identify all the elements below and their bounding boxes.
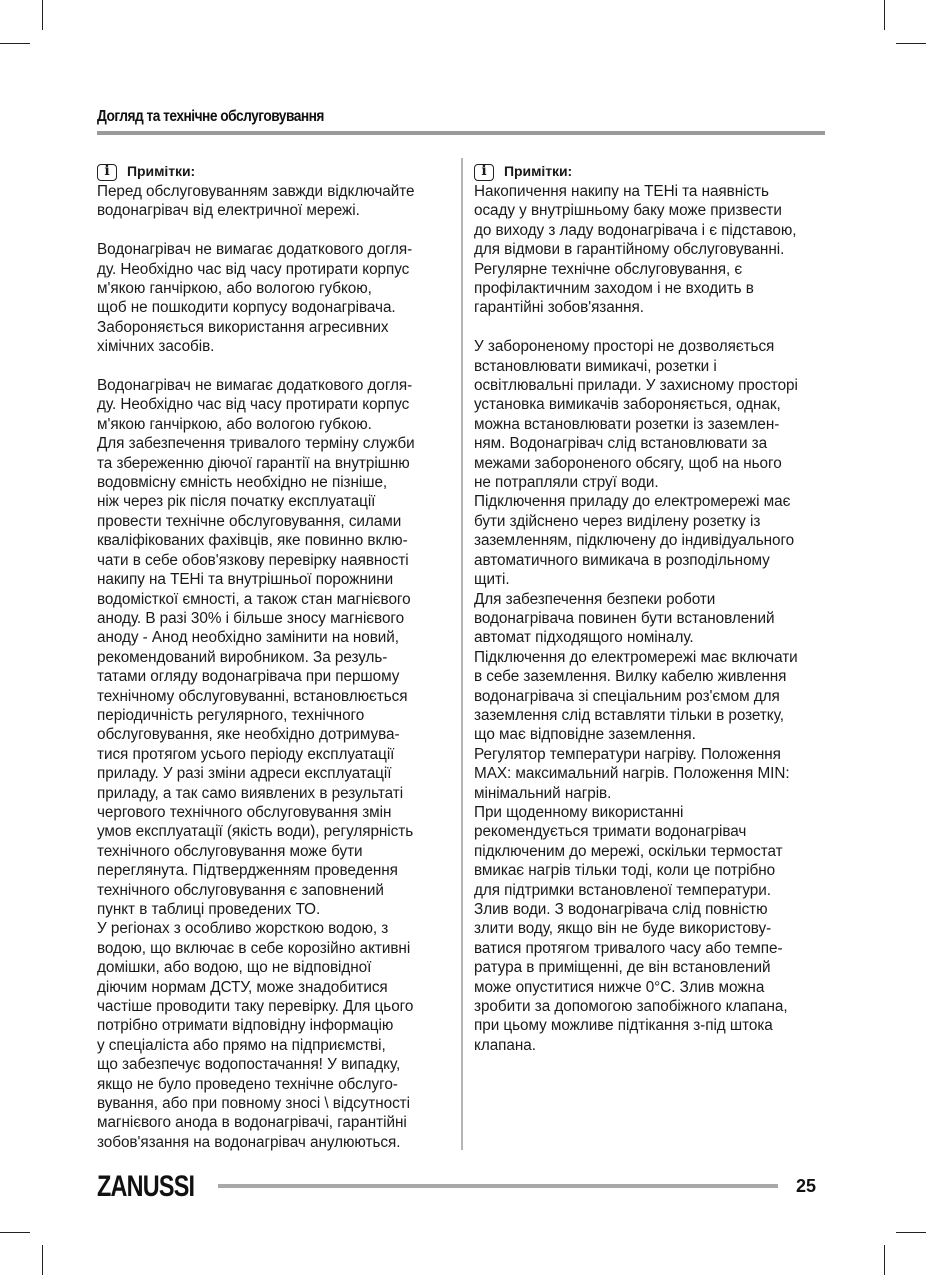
info-icon: i [97,164,117,181]
title-rule [97,131,825,135]
text-line: Регулярне технічне обслуговування, є [474,260,743,278]
text-line: провести технічне обслуговування, силами [97,512,402,530]
right-column [474,162,834,1055]
text-line: водонагрівач від електричної мережі. [97,202,360,220]
text-line: Для забезпечення безпеки роботи [474,590,716,608]
text-line: гарантійні зобов'язання. [474,299,644,317]
footer-rule [218,1184,778,1188]
text-line: установка вимикачів забороняється, однак, [474,396,781,414]
text-line: щоб не пошкодити корпусу водонагрівача. [97,299,396,317]
text-line: пункт в таблиці проведених ТО. [97,901,321,918]
text-line: тися протягом усього періоду експлуатації [97,745,395,763]
text-line: м'якою ганчіркою, або вологою губкою, [97,280,372,298]
text-line: що має відповідне заземлення. [474,726,696,744]
paragraph [97,376,457,1152]
note-label: Примітки: [127,163,196,180]
text-line: рекомендований виробником. За резуль- [97,648,388,666]
text-line: що забезпечує водопостачання! У випадку, [97,1056,401,1074]
text-line: хімічних засобів. [97,338,215,356]
text-line: У забороненому просторі не дозволяється [474,338,775,356]
text-line: Злив води. З водонагрівача слід повністю [474,901,768,919]
note-header [97,162,457,182]
paragraph [474,182,834,318]
text-line: У регіонах з особливо жорсткою водою, з [97,920,389,938]
text-line: магнієвого анода в водонагрівачі, гарантійні [97,1114,407,1132]
text-line: та збереженню діючої гарантії на внутрішню [97,454,410,472]
text-line: водомісткої ємності, а також стан магнієвого [97,590,411,608]
crop-mark [42,1245,43,1275]
text-line: рекомендується тримати водонагрівач [474,823,747,841]
text-line: Підключення до електромережі має включати [474,648,798,666]
text-line: аноду - Анод необхідно замінити на новий, [97,629,399,647]
text-line: заземленням, підключену до індивідуального [474,532,795,550]
crop-mark [0,43,30,44]
text-line: При щоденному використанні [474,803,684,821]
text-line: при цьому можливе підтікання з-під штока [474,1017,773,1035]
text-line: ду. Необхідно час від часу протирати корпус [97,260,410,278]
text-line: Водонагрівач не вимагає додаткового догля- [97,377,413,395]
text-line: Регулятор температури нагріву. Положення [474,745,781,763]
text-line: технічного обслуговування є заповнений [97,881,384,899]
text-line: Для забезпечення тривалого терміну служби [97,435,415,453]
text-line: можна встановлювати розетки із заземлен- [474,415,780,433]
text-line: періодичність регулярного, технічного [97,706,365,724]
text-line: зобов'язання на водонагрівач анулюються. [97,1133,401,1151]
text-line: ратура в приміщенні, де він встановлений [474,959,771,977]
text-line: м'якою ганчіркою, або вологою губкою. [97,415,372,433]
text-line: потрібно отримати відповідну інформацію [97,1017,394,1035]
zanussi-logo: ZANUSSI [97,1170,195,1203]
text-line: для відмови в гарантійному обслуговуванні. [474,241,785,259]
text-line: не потрапляли струї води. [474,474,659,492]
text-line: до виходу з ладу водонагрівача і є підставою, [474,221,797,239]
text-line: приладу. У разі зміни адреси експлуатації [97,765,392,783]
text-line: профілактичним заходом і не входить в [474,280,754,298]
text-line: приладу, а так само виявлених в результаті [97,784,404,802]
text-line: автоматичного вимикача в розподільному [474,551,770,569]
text-line: Водонагрівач не вимагає додаткового догля- [97,241,413,259]
text-line: осаду у внутрішньому баку може призвести [474,202,782,220]
text-line: діючим нормам ДСТУ, може знадобитися [97,978,388,996]
text-line: накипу на ТЕНі та внутрішньої порожнини [97,571,394,589]
text-line: клапана. [474,1036,536,1054]
text-line: вування, або при повному зносі \ відсутності [97,1095,410,1113]
text-line: обслуговування, яке необхідно дотримува- [97,726,400,744]
text-line: бути здійснено через виділену розетку із [474,512,761,530]
crop-mark [896,43,926,44]
text-line: аноду. В разі 30% і більше зносу магнієвого [97,609,405,627]
text-line: водонагрівача зі спеціальним роз'ємом для [474,687,780,705]
text-line: зробити за допомогою запобіжного клапана, [474,998,788,1016]
text-line: водонагрівача повинен бути встановлений [474,609,775,627]
paragraph [474,337,834,1055]
text-line: Накопичення накипу на ТЕНі та наявність [474,183,769,200]
note-header [474,162,834,182]
text-line: встановлювати вимикачі, розетки і [474,357,717,375]
text-line: ду. Необхідно час від часу протирати корпус [97,396,410,414]
paragraph-gap [97,357,457,376]
crop-mark [884,0,885,30]
text-line: технічного обслуговування може бути [97,842,363,860]
paragraph-gap [97,221,457,240]
text-line: автомат підходящого номіналу. [474,629,694,647]
page-title: Догляд та технічне обслуговування [97,108,324,125]
text-line: може опуститися нижче 0°C. Злив можна [474,978,765,996]
text-line: переглянута. Підтвердженням проведення [97,862,398,880]
text-line: технічному обслуговуванні, встановлюється [97,687,408,705]
text-line: частіше проводити таку перевірку. Для цього [97,998,414,1016]
crop-mark [42,0,43,30]
text-line: підключеним до мережі, оскільки термостат [474,842,783,860]
text-line: ватися протягом тривалого часу або темпе- [474,939,783,957]
paragraph-gap [474,318,834,337]
text-line: злити воду, якщо він не буде використову- [474,920,772,938]
text-line: ніж через рік після початку експлуатації [97,493,376,511]
text-line: заземлення слід вставляти тільки в розетку, [474,706,784,724]
text-line: чергового технічного обслуговування змін [97,803,392,821]
text-line: домішки, або водою, що не відповідної [97,959,372,977]
note-label: Примітки: [504,163,573,180]
crop-mark [884,1245,885,1275]
text-line: мінімальний нагрів. [474,784,612,802]
paragraph [97,240,457,356]
text-line: Перед обслуговуванням завжди відключайте [97,183,415,200]
text-line: Забороняється використання агресивних [97,318,389,336]
text-line: водою, що включає в себе корозійно активні [97,939,411,957]
text-line: якщо не було проведено технічне обслуго- [97,1075,398,1093]
paragraph [97,182,457,221]
text-line: MAX: максимальний нагрів. Положення MIN: [474,765,790,783]
text-line: Підключення приладу до електромережі має [474,493,791,511]
page-number: 25 [796,1176,817,1196]
text-line: межами забороненого обсягу, щоб на нього [474,454,782,472]
text-line: татами огляду водонагрівача при першому [97,668,400,686]
left-column [97,162,457,1152]
text-line: ням. Водонагрівач слід встановлювати за [474,435,768,453]
info-icon: i [474,164,494,181]
text-line: щиті. [474,571,510,589]
text-line: водовмісну ємність необхідно не пізніше, [97,474,388,492]
text-line: освітлювальні прилади. У захисному просторі [474,377,798,395]
text-line: в себе заземлення. Вилку кабелю живлення [474,668,787,686]
text-line: чати в себе обов'язкову перевірку наявності [97,551,409,569]
text-line: кваліфікованих фахівців, яке повинно вклю- [97,532,408,550]
crop-mark [896,1232,926,1233]
text-line: умов експлуатації (якість води), регулярність [97,823,414,841]
column-divider [461,158,463,1150]
text-line: вмикає нагрів тільки тоді, коли це потрібно [474,862,776,880]
crop-mark [0,1232,30,1233]
text-line: для підтримки встановленої температури. [474,881,771,899]
text-line: у спеціаліста або прямо на підприємстві, [97,1036,386,1054]
